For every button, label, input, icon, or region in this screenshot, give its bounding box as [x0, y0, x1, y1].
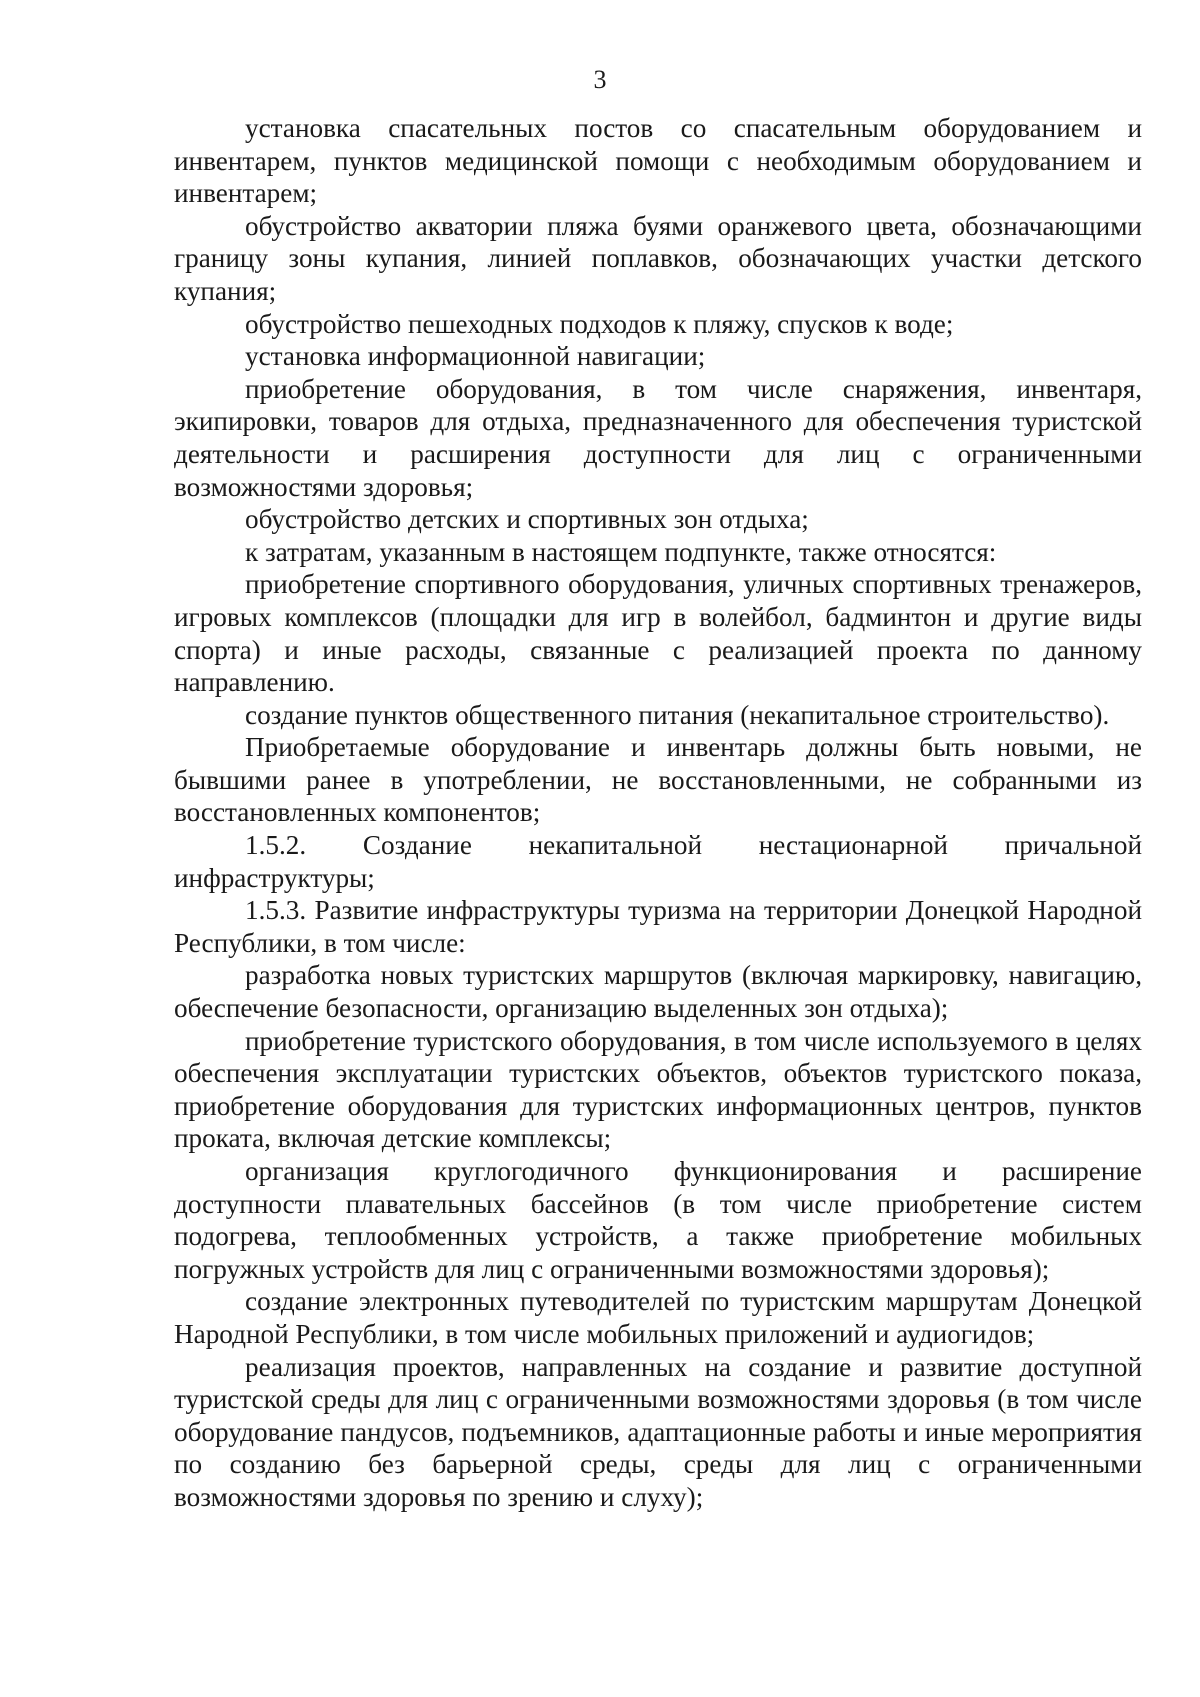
paragraph-catering-points: создание пунктов общественного питания (некапитальное строительство).: [245, 699, 1110, 730]
paragraph-costs-intro: к затратам, указанным в настоящем подпункте, также относятся:: [245, 536, 997, 567]
paragraph-sports-equipment: приобретение спортивного оборудования, уличных спортивных тренажеров, игровых комплексов (площадки для игр в волейбол, бадминтон и другие виды спорта) и иные расходы, связанные с реализацией проекта по данному направлению.: [174, 569, 1142, 698]
paragraph-tourist-equipment: приобретение туристского оборудования, в том числе используемого в целях обеспечения эксплуатации туристских объектов, объектов туристского показа, приобретение оборудования для туристских информационных центров, пунктов проката, включая детские комплексы;: [174, 1025, 1142, 1154]
paragraph-recreation-zones: обустройство детских и спортивных зон отдыха;: [245, 504, 809, 535]
paragraph-water-area-buoys: обустройство акватории пляжа буями оранжевого цвета, обозначающими границу зоны купания, линией поплавков, обозначающих участки детского купания;: [174, 210, 1142, 306]
paragraph-new-routes: разработка новых туристских маршрутов (включая маркировку, навигацию, обеспечение безопасности, организацию выделенных зон отдыха);: [174, 960, 1142, 1024]
paragraph-clause-1-5-2: 1.5.2. Создание некапитальной нестационарной причальной инфраструктуры;: [174, 830, 1142, 893]
paragraph-clause-1-5-3: 1.5.3. Развитие инфраструктуры туризма на территории Донецкой Народной Республики, в том числе:: [174, 895, 1142, 958]
paragraph-electronic-guides: создание электронных путеводителей по туристским маршрутам Донецкой Народной Республики, в том числе мобильных приложений и аудиогидов;: [174, 1286, 1142, 1349]
document-body: [174, 112, 1142, 1514]
paragraph-lifeguard-posts: установка спасательных постов со спасательным оборудованием и инвентарем, пунктов медицинской помощи с необходимым оборудованием и инвентарем;: [174, 113, 1142, 209]
paragraph-swimming-pools: организация круглогодичного функционирования и расширение доступности плавательных бассейнов (в том числе приобретение систем подогрева, теплообменных устройств, а также приобретение мобильных погружных устройств для лиц с ограниченными возможностями здоровья);: [174, 1156, 1142, 1284]
paragraph-equipment-purchase: приобретение оборудования, в том числе снаряжения, инвентаря, экипировки, товаров для отдыха, предназначенного для обеспечения туристской деятельности и расширения доступности для лиц с ограниченными возможностями здоровья;: [174, 373, 1142, 502]
paragraph-accessible-environment: реализация проектов, направленных на создание и развитие доступной туристской среды для лиц с ограниченными возможностями здоровья (в том числе оборудование пандусов, подъемников, адаптационные работы и иные мероприятия по созданию без барьерной среды, среды для лиц с ограниченными возможностями здоровья по зрению и слуху);: [174, 1351, 1142, 1512]
paragraph-pedestrian-approaches: обустройство пешеходных подходов к пляжу, спусков к воде;: [245, 308, 954, 339]
paragraph-info-navigation: установка информационной навигации;: [245, 341, 706, 372]
page-number: 3: [593, 65, 607, 94]
paragraph-new-equipment-requirement: Приобретаемые оборудование и инвентарь должны быть новыми, не бывшими ранее в употреблении, не восстановленными, не собранными из восстановленных компонентов;: [174, 732, 1142, 828]
